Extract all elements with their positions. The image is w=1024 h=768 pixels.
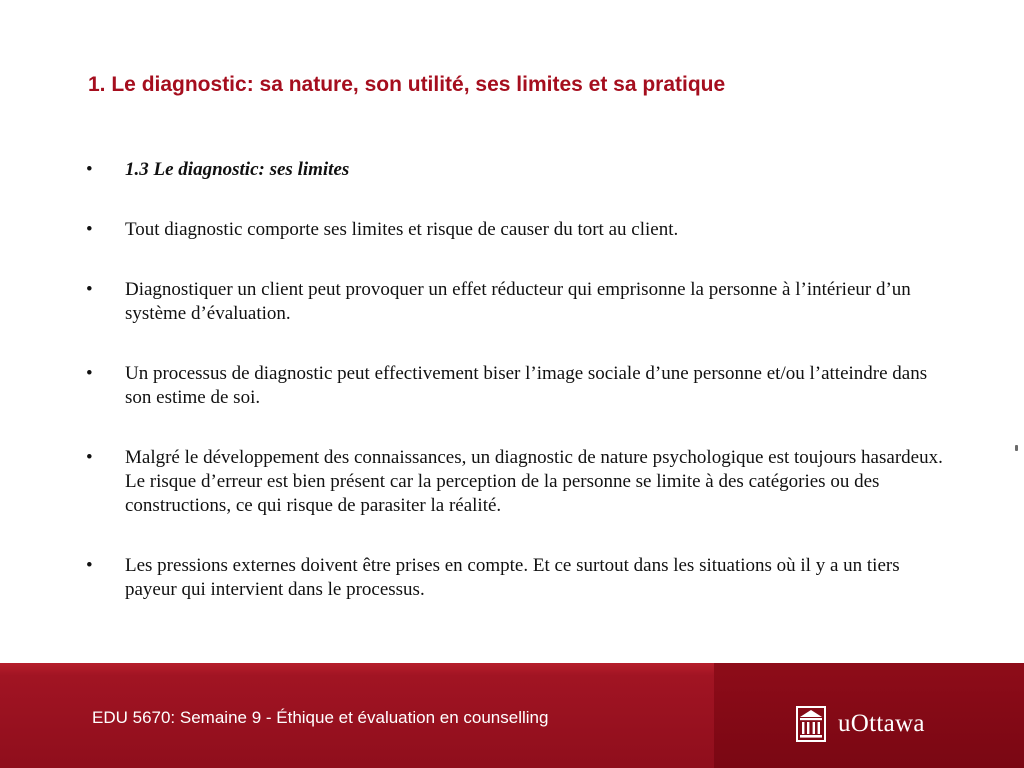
uottawa-logo	[794, 703, 925, 745]
bullet-text: Les pressions externes doivent être prises en compte. Et ce surtout dans les situations où il y a un tiers payeur qui intervient dans le processus.	[125, 555, 900, 600]
stray-mark	[1015, 445, 1018, 451]
bullet-item	[86, 218, 946, 242]
course-label: EDU 5670: Semaine 9 - Éthique et évaluation en counselling	[92, 708, 549, 727]
bullet-text: 1.3 Le diagnostic: ses limites	[125, 159, 350, 180]
bullet-glyph: •	[86, 219, 93, 240]
bullet-glyph: •	[86, 363, 93, 384]
bullet-text: Malgré le développement des connaissances, un diagnostic de nature psychologique est toujours hasardeux. Le risque d’erreur est bien présent car la perception de la personne se limite à des catégories ou des constructions, ce qui risque de parasiter la réalité.	[125, 447, 943, 516]
bullet-item	[86, 362, 946, 410]
bullet-list	[86, 158, 946, 638]
bullet-item	[86, 554, 946, 602]
bullet-glyph: •	[86, 447, 93, 468]
bullet-glyph: •	[86, 555, 93, 576]
bullet-glyph: •	[86, 279, 93, 300]
footer-logo-panel	[714, 663, 1024, 768]
logo-text: uOttawa	[838, 710, 925, 737]
bullet-item	[86, 278, 946, 326]
slide-title: 1. Le diagnostic: sa nature, son utilité, ses limites et sa pratique	[88, 73, 726, 96]
bullet-text: Un processus de diagnostic peut effectivement biser l’image sociale d’une personne et/ou l’atteindre dans son estime de soi.	[125, 363, 928, 408]
bullet-text: Tout diagnostic comporte ses limites et risque de causer du tort au client.	[125, 219, 679, 240]
bullet-item	[86, 446, 946, 518]
bullet-glyph: •	[86, 159, 93, 180]
footer-bar	[0, 663, 1024, 768]
bullet-item-heading	[86, 158, 946, 182]
university-building-icon	[794, 704, 828, 744]
bullet-text: Diagnostiquer un client peut provoquer un effet réducteur qui emprisonne la personne à l’intérieur d’un système d’évaluation.	[125, 279, 911, 324]
